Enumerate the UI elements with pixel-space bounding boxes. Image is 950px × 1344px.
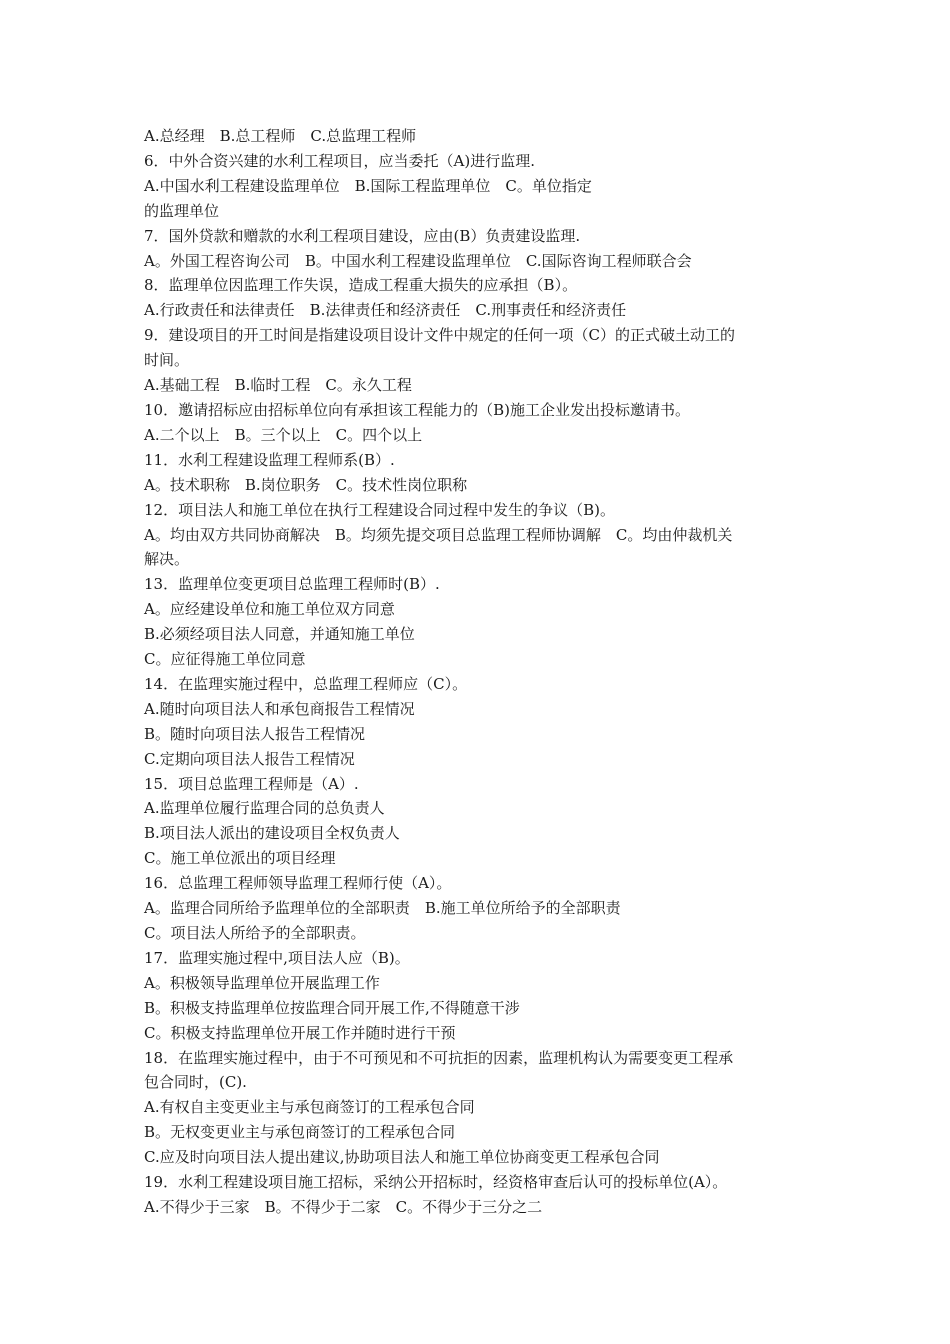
text-line: 12．项目法人和施工单位在执行工程建设合同过程中发生的争议（B)。	[144, 500, 615, 519]
text-line: C。应征得施工单位同意	[144, 650, 306, 669]
text-line: C。施工单位派出的项目经理	[144, 849, 336, 868]
text-line: B.项目法人派出的建设项目全权负责人	[144, 824, 400, 843]
text-line: A。应经建设单位和施工单位双方同意	[144, 600, 395, 619]
text-line: A.二个以上 B。三个以上 C。四个以上	[144, 425, 423, 444]
text-line: A。均由双方共同协商解决 B。均须先提交项目总监理工程师协调解 C。均由仲裁机关	[144, 525, 733, 544]
text-line: A。技术职称 B.岗位职务 C。技术性岗位职称	[144, 475, 468, 494]
text-line: C.定期向项目法人报告工程情况	[144, 749, 355, 768]
text-line: 8．监理单位因监理工作失误，造成工程重大损失的应承担（B）。	[144, 276, 578, 295]
text-line: 11．水利工程建设监理工程师系(B）.	[144, 450, 395, 469]
text-line: A.总经理 B.总工程师 C.总监理工程师	[144, 127, 417, 145]
text-line: A.有权自主变更业主与承包商签订的工程承包合同	[144, 1098, 475, 1117]
text-line: 的监理单位	[144, 201, 220, 220]
text-line: A.不得少于三家 B。不得少于二家 C。不得少于三分之二	[144, 1197, 543, 1216]
text-line: B。积极支持监理单位按监理合同开展工作,不得随意干涉	[144, 998, 520, 1017]
text-line: 16．总监理工程师领导监理工程师行使（A）。	[144, 874, 452, 893]
text-line: C.应及时向项目法人提出建议,协助项目法人和施工单位协商变更工程承包合同	[144, 1148, 660, 1167]
text-line: A.监理单位履行监理合同的总负责人	[144, 799, 385, 818]
text-line: A.行政责任和法律责任 B.法律责任和经济责任 C.刑事责任和经济责任	[144, 301, 627, 320]
text-line: 包合同时，(C).	[144, 1073, 247, 1092]
text-line: B.必须经项目法人同意，并通知施工单位	[144, 625, 415, 644]
text-line: C。项目法人所给予的全部职责。	[144, 924, 366, 942]
text-line: 18．在监理实施过程中，由于不可预见和不可抗拒的因素，监理机构认为需要变更工程承	[144, 1048, 734, 1067]
text-line: 17．监理实施过程中,项目法人应（B)。	[144, 948, 410, 967]
text-line: B。无权变更业主与承包商签订的工程承包合同	[144, 1123, 456, 1142]
text-line: A.基础工程 B.临时工程 C。永久工程	[144, 376, 412, 395]
text-line: 10．邀请招标应由招标单位向有承担该工程能力的（B)施工企业发出投标邀请书。	[144, 400, 690, 419]
text-line: 时间。	[144, 351, 190, 370]
text-line: A。积极领导监理单位开展监理工作	[144, 973, 380, 992]
text-line: 15．项目总监理工程师是（A）.	[144, 774, 359, 793]
text-line: 19．水利工程建设项目施工招标，采纳公开招标时，经资格审查后认可的投标单位(A）。	[144, 1173, 728, 1192]
text-line: C。积极支持监理单位开展工作并随时进行干预	[144, 1023, 456, 1042]
document-body	[144, 124, 812, 1220]
text-line: A。监理合同所给予监理单位的全部职责 B.施工单位所给予的全部职责	[144, 899, 621, 918]
text-line: 13．监理单位变更项目总监理工程师时(B）.	[144, 575, 440, 594]
text-line: A。外国工程咨询公司 B。中国水利工程建设监理单位 C.国际咨询工程师联合会	[144, 251, 692, 270]
text-line: B。随时向项目法人报告工程情况	[144, 724, 366, 743]
text-line: 7．国外贷款和赠款的水利工程项目建设，应由(B）负责建设监理.	[144, 226, 581, 245]
text-line: 9．建设项目的开工时间是指建设项目设计文件中规定的任何一项（C）的正式破土动工的	[144, 326, 736, 345]
text-line: 解决。	[144, 550, 190, 569]
text-line: A.中国水利工程建设监理单位 B.国际工程监理单位 C。单位指定	[144, 176, 592, 195]
text-line: A.随时向项目法人和承包商报告工程情况	[144, 699, 415, 718]
text-line: 14．在监理实施过程中，总监理工程师应（C）。	[144, 674, 468, 693]
text-line: 6．中外合资兴建的水利工程项目，应当委托（A)进行监理.	[144, 151, 535, 170]
